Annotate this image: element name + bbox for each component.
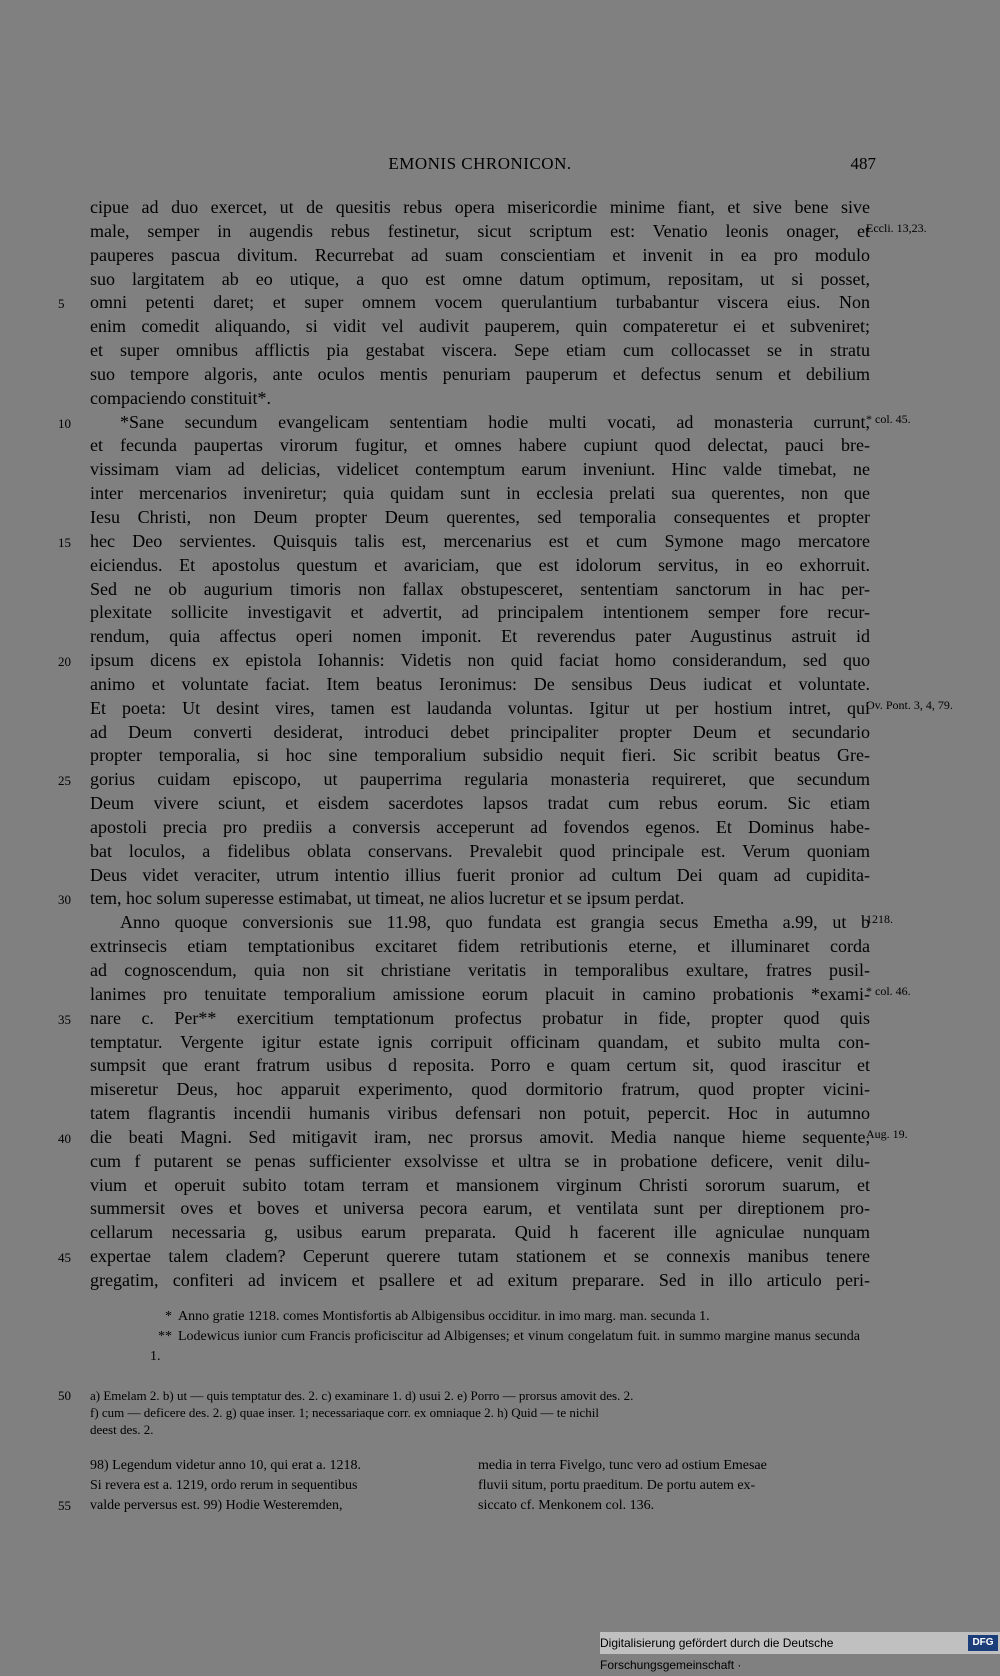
text-line — [90, 434, 896, 458]
text-line — [58, 530, 896, 554]
line-text: Deum vivere sciunt, et eisdem sacerdotes lapsos tradat cum rebus eorum. Sic etiam — [90, 793, 870, 814]
line-text: et fecunda paupertas virorum fugitur, et omnes habere cupiunt quod delectat, pauci bre- — [90, 435, 870, 456]
line-text: et super omnibus afflictis pia gestabat viscera. Sepe etiam cum collocasset se in stratu — [90, 340, 870, 361]
text-line — [90, 1031, 896, 1055]
line-number: 5 — [58, 296, 65, 312]
line-text: compaciendo constituit*. — [90, 387, 271, 408]
margin-note: 1218. — [866, 912, 893, 927]
line-number: 20 — [58, 654, 71, 670]
text-line — [90, 244, 896, 268]
line-text: cellarum necessaria g, usibus earum preparata. Quid h facerent ille agniculae nunquam — [90, 1222, 870, 1243]
text-line — [90, 268, 896, 292]
line-text: nare c. Per** exercitium temptationum profectus probatur in fide, propter quod quis — [90, 1007, 870, 1028]
text-line — [90, 744, 896, 768]
line-number: 15 — [58, 534, 71, 550]
line-text: animo et voluntate faciat. Item beatus Ieronimus: De sensibus Deus iudicat et voluntate. — [90, 673, 870, 694]
text-line — [90, 220, 927, 244]
text-line — [90, 482, 896, 506]
text-line — [90, 840, 896, 864]
line-text: summersit oves et boves et universa pecora earum, et ventilata sunt per direptionem pro- — [90, 1198, 870, 1219]
note-line — [90, 1456, 870, 1476]
text-line — [58, 1007, 896, 1031]
text-line — [90, 1150, 896, 1174]
running-title: EMONIS CHRONICON. — [388, 154, 572, 173]
note-left: 98) Legendum videtur anno 10, qui erat a. 1218. — [90, 1458, 361, 1473]
footnote-text: Anno gratie 1218. comes Montisfortis ab Albigensibus occiditur. in imo marg. man. secunda 1. — [178, 1309, 710, 1324]
line-text: temptatur. Vergente igitur estate ignis corripuit officinam quandam, et subito multa con- — [90, 1031, 870, 1052]
dfg-logo: DFG — [968, 1635, 998, 1651]
critical-apparatus — [58, 1387, 870, 1438]
line-text: hec Deo servientes. Quisquis talis est, mercenarius est et cum Symone mago mercatore — [90, 530, 870, 551]
margin-note: * col. 45. — [866, 411, 911, 426]
text-line — [90, 578, 896, 602]
apparatus-text: a) Emelam 2. b) ut — quis temptatur des. 2. c) examinare 1. d) usui 2. e) Porro — prorsus amovit des. 2. — [90, 1388, 634, 1403]
note-left: Si revera est a. 1219, ordo rerum in sequentibus — [90, 1478, 358, 1493]
apparatus-line — [58, 1387, 870, 1404]
line-text: miseretur Deus, hoc apparuit experimento, quod dormitorio fratrum, quod propter vicini- — [90, 1079, 870, 1100]
note-left: valde perversus est. 99) Hodie Westeremden, — [90, 1498, 343, 1513]
note-line — [58, 1496, 870, 1516]
line-number: 45 — [58, 1250, 71, 1266]
line-number: 40 — [58, 1130, 71, 1146]
text-line — [58, 1126, 908, 1150]
text-line — [90, 697, 953, 721]
line-text: vium et operuit subito totam terram et mansionem virginum Christi sororum suarum, et — [90, 1174, 870, 1195]
line-text: ipsum dicens ex epistola Iohannis: Videtis non quid faciat homo considerandum, sed quo — [90, 650, 870, 671]
text-line — [90, 506, 896, 530]
line-text: Iesu Christi, non Deum propter Deum querentes, sed temporalia consequentes et propter — [90, 506, 870, 527]
editor-notes — [58, 1456, 870, 1516]
text-line — [90, 721, 896, 745]
footnote — [150, 1327, 860, 1367]
text-line — [90, 363, 896, 387]
text-line — [90, 1269, 896, 1293]
line-number: 35 — [58, 1011, 71, 1027]
line-text: ad cognoscendum, quia non sit christiane veritatis in temporalibus exultare, fratres pusil- — [90, 960, 870, 980]
footnotes — [150, 1307, 860, 1367]
line-text: plexitate sollicite investigavit et advertit, ad principalem intentionem semper fore recur- — [90, 602, 870, 623]
line-number: 50 — [58, 1388, 71, 1403]
line-text: apostoli precia pro prediis a conversis acceperunt ad fovendos egenos. Et Dominus habe- — [90, 816, 870, 837]
apparatus-text: f) cum — deficere des. 2. g) quae inser. 1; necessariaque corr. ex omniaque 2. h) Quid — te nichil — [90, 1405, 599, 1420]
line-text: lanimes pro tenuitate temporalium amissione eorum placuit in camino probationis *exami- — [90, 983, 870, 1004]
text-line — [90, 339, 896, 363]
text-line — [90, 625, 896, 649]
text-line — [90, 959, 896, 983]
text-line — [90, 601, 896, 625]
line-text: gregatim, confiteri ad invicem et psallere et ad exitum preparare. Sed in illo articulo peri- — [90, 1269, 870, 1290]
line-text: Deus videt veraciter, utrum intentio illius fuerit pronior ad cultum Dei quam ad cupidita- — [90, 864, 870, 885]
line-text: cum f putarent se penas sufficienter exsolvisse et ultra se in probatione deficere, venit dilu- — [90, 1150, 870, 1171]
line-text: suo tempore algoris, ante oculos mentis penuriam pauperum et defectus senum et debilium — [90, 363, 870, 384]
line-text: ad Deum converti desiderat, introduci debet principaliter propter Deum et secundario — [90, 721, 870, 742]
text-line — [58, 887, 896, 911]
line-number: 25 — [58, 773, 71, 789]
text-line — [90, 983, 911, 1007]
line-text: cipue ad duo exercet, ut de quesitis rebus opera misericordie minime fiant, et sive bene sive — [90, 197, 870, 217]
text-line — [58, 768, 896, 792]
line-text: tatem flagrantis incendii humanis viribus defensari non potuit, pepercit. Hoc in autumno — [90, 1103, 870, 1124]
line-text: vissimam viam ad delicias, videlicet contemptum earum inveniunt. Hinc valde timebat, ne — [90, 459, 870, 480]
text-line — [90, 1054, 896, 1078]
margin-note: Eccli. 13,23. — [866, 220, 927, 235]
text-line — [90, 458, 896, 482]
line-text: die beati Magni. Sed mitigavit iram, nec prorsus amovit. Media nanque hieme sequente, — [90, 1126, 870, 1147]
apparatus-text: deest des. 2. — [90, 1422, 154, 1437]
margin-note: * col. 46. — [866, 983, 911, 998]
line-text: expertae talem cladem? Ceperunt querere tutam stationem et se connexis manibus tenere — [90, 1246, 870, 1267]
line-text: tem, hoc solum superesse estimabat, ut timeat, ne alios lucretur et se ipsum perdat. — [90, 888, 685, 909]
line-text: bat loculos, a fidelibus oblata conservans. Prevalebit quod principale est. Verum quoniam — [90, 840, 870, 861]
note-line — [90, 1476, 870, 1496]
margin-note: Ov. Pont. 3, 4, 79. — [866, 697, 953, 712]
footnote — [150, 1307, 860, 1327]
text-line — [58, 649, 896, 673]
line-text: suo largitatem ab eo utique, a quo est omne datum optimum, repositam, ut si posset, — [90, 268, 870, 289]
line-text: sumpsit que erant fratrum usibus d reposita. Porro e quam certum sit, quod irascitur et — [90, 1055, 870, 1076]
line-text: gorius cuidam episcopo, ut pauperrima regularia monasteria requireret, que secundum — [90, 769, 870, 790]
margin-note: Aug. 19. — [866, 1126, 908, 1141]
line-text: *Sane secundum evangelicam sententiam hodie multi vocati, ad monasteria currunt, — [120, 411, 870, 432]
footnote-text: Lodewicus iunior cum Francis proficiscitur ad Albigenses; et vinum congelatum fuit. in summo margine manus secunda 1. — [150, 1329, 860, 1364]
text-line — [90, 816, 896, 840]
text-line — [58, 411, 911, 435]
text-line — [90, 554, 896, 578]
apparatus-line — [90, 1404, 870, 1421]
footnote-mark: * — [165, 1309, 172, 1324]
note-right: media in terra Fivelgo, tunc vero ad ostium Emesae — [478, 1458, 767, 1473]
text-line — [58, 291, 896, 315]
line-number: 10 — [58, 415, 71, 431]
line-text: Anno quoque conversionis sue 11.98, quo fundata est grangia secus Emetha a.99, ut b — [120, 912, 870, 933]
apparatus-line — [90, 1421, 870, 1438]
text-line — [90, 387, 896, 411]
text-line — [90, 935, 896, 959]
line-text: omni petenti daret; et super omnem vocem querulantium turbabantur viscera eius. Non — [90, 292, 870, 313]
line-number: 55 — [58, 1498, 71, 1513]
note-right: siccato cf. Menkonem col. 136. — [478, 1498, 655, 1513]
line-text: Et poeta: Ut desint vires, tamen est laudanda voluntas. Igitur ut per hostium intret, qui — [90, 697, 870, 718]
text-line — [58, 1245, 896, 1269]
line-text: propter temporalia, si hoc sine temporalium subsidio nequit fieri. Sic scribit beatus Gre- — [90, 745, 870, 766]
text-line — [90, 792, 896, 816]
page-number: 487 — [850, 154, 876, 173]
line-text: pauperes pascua divitum. Recurrebat ad suam conscientiam et invenit in ea pro modulo — [90, 244, 870, 265]
text-line — [90, 315, 896, 339]
text-line — [90, 673, 896, 697]
text-line — [90, 1078, 896, 1102]
page-header — [90, 150, 876, 184]
note-right: fluvii situm, portu praeditum. De portu autem ex- — [478, 1478, 756, 1493]
line-number: 30 — [58, 892, 71, 908]
line-text: enim comedit aliquando, si vidit vel audivit pauperem, quin compateretur ei et subveniret; — [90, 316, 870, 337]
footnote-mark: ** — [158, 1329, 172, 1344]
text-line — [90, 196, 896, 220]
text-line — [90, 1197, 896, 1221]
dfg-footer — [600, 1632, 1000, 1672]
line-text: inter mercenarios inveniretur; quia quidam sunt in ecclesia prelati sua querentes, non que — [90, 483, 870, 504]
text-line — [90, 1102, 896, 1126]
line-text: eiciendus. Et apostolus questum et avariciam, que est idolorum servitus, in eo exhorruit. — [90, 554, 870, 575]
text-line — [90, 911, 896, 935]
dfg-credit: Digitalisierung gefördert durch die Deutsche Forschungsgemeinschaft · — [600, 1636, 834, 1672]
line-text: extrinsecis etiam temptationibus excitaret fidem retributionis eterne, et illuminaret corda — [90, 936, 870, 957]
line-text: rendum, quia affectus operi nomen imponit. Et reverendus pater Augustinus astruit id — [90, 626, 870, 647]
main-text — [58, 196, 953, 1293]
text-line — [90, 864, 896, 888]
line-text: male, semper in augendis rebus festinetur, sicut scriptum est: Venatio leonis onager, et — [90, 220, 870, 241]
text-line — [90, 1174, 896, 1198]
text-line — [90, 1221, 896, 1245]
line-text: Sed ne ob augurium timoris non fallax obstupesceret, sententiam sanctorum in hac per- — [90, 578, 870, 599]
